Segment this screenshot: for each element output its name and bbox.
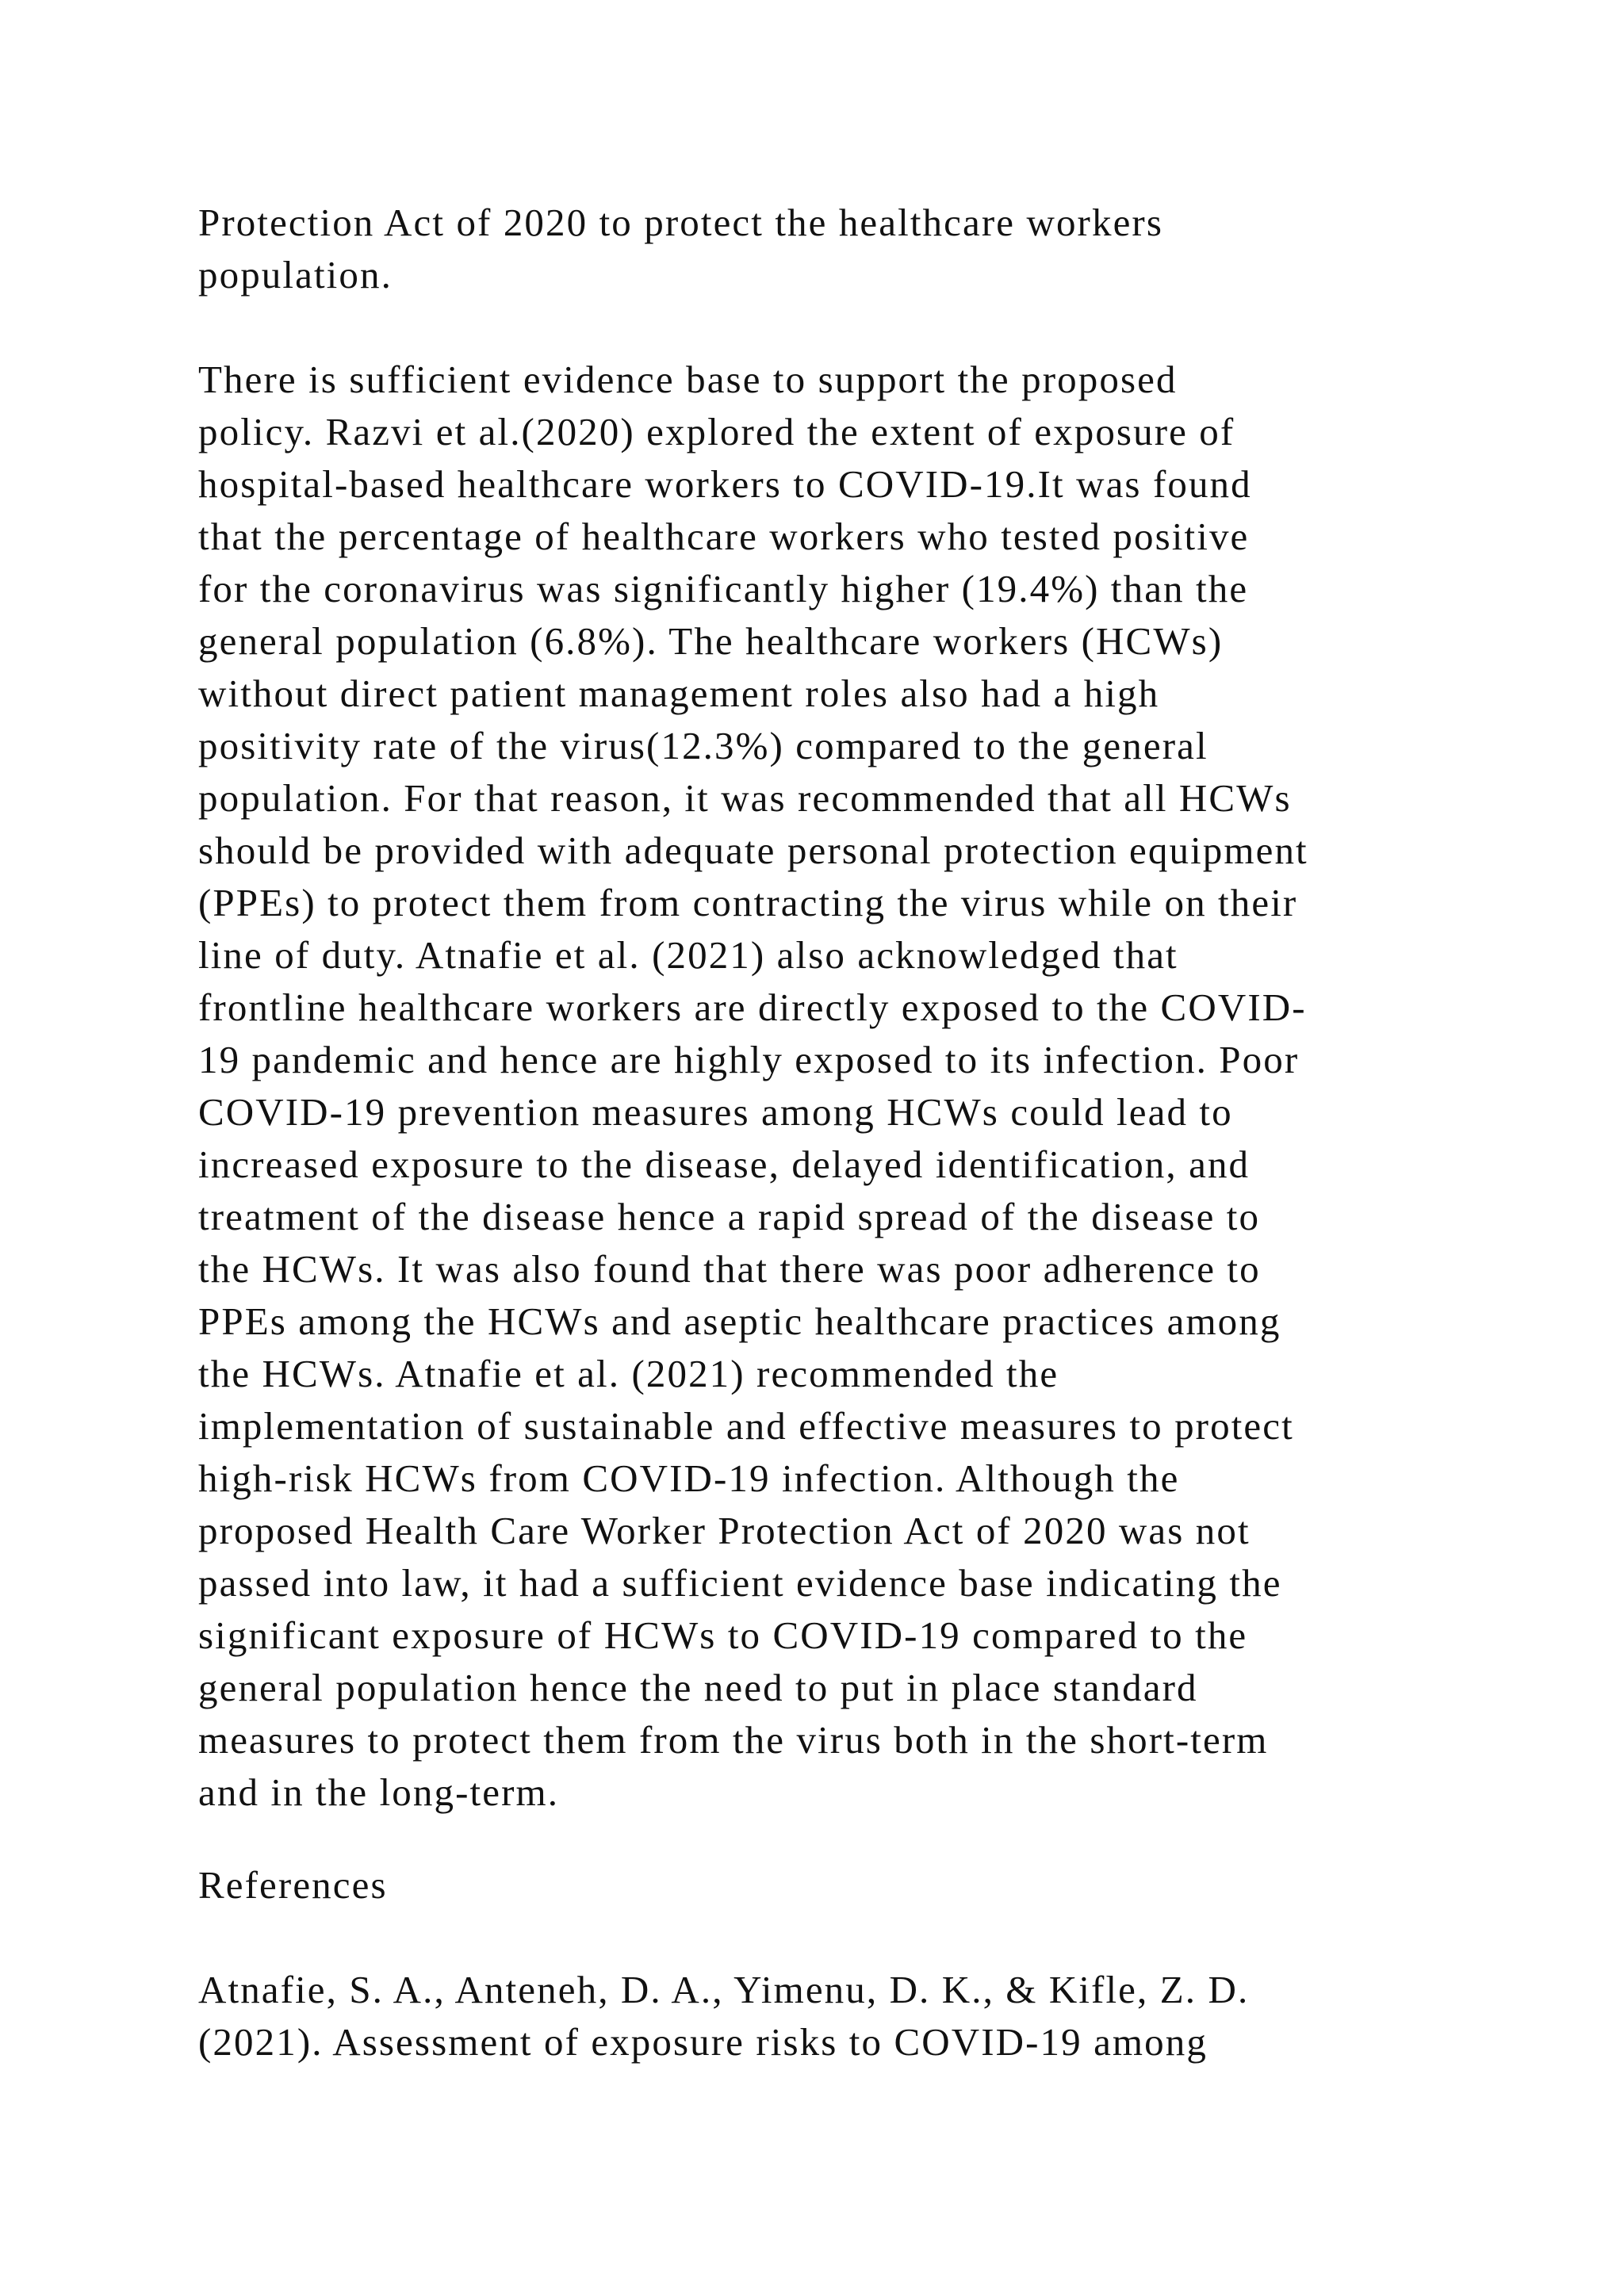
intro-paragraph: Protection Act of 2020 to protect the healthcare workers population. (198, 201, 1164, 297)
evidence-paragraph: There is sufficient evidence base to support the proposed policy. Razvi et al.(2020) explored the extent of exposure of hospital-based healthcare workers to COVID-19.It was found that the percentage of healthcare workers who tested positive for the coronavirus was significantly higher (19.4%) than the general population (6.8%). The healthcare workers (HCWs) without direct patient management roles also had a high positivity rate of the virus(12.3%) compared to the general population. For that reason, it was recommended that all HCWs should be provided with adequate personal protection equipment (PPEs) to protect them from contracting the virus while on their line of duty. Atnafie et al. (2021) also acknowledged that frontline healthcare workers are directly exposed to the COVID- 19 pandemic and hence are highly exposed to its infection. Poor COVID-19 prevention measures among HCWs could lead to increased exposure to the disease, delayed identification, and treatment of the disease hence a rapid spread of the disease to the HCWs. It was also found that there was poor adherence to PPEs among the HCWs and aseptic healthcare practices among the HCWs. Atnafie et al. (2021) recommended the implementation of sustainable and effective measures to protect high-risk HCWs from COVID-19 infection. Although the proposed Health Care Worker Protection Act of 2020 was not passed into law, it had a sufficient evidence base indicating the significant exposure of HCWs to COVID-19 compared to the general population hence the need to put in place standard measures to protect them from the virus both in the short-term and in the long-term. (198, 358, 1308, 1814)
references-heading: References (198, 1863, 388, 1907)
reference-entry: Atnafie, S. A., Anteneh, D. A., Yimenu, D. K., & Kifle, Z. D. (2021). Assessment of exposure risks to COVID-19 among (198, 1968, 1250, 2064)
